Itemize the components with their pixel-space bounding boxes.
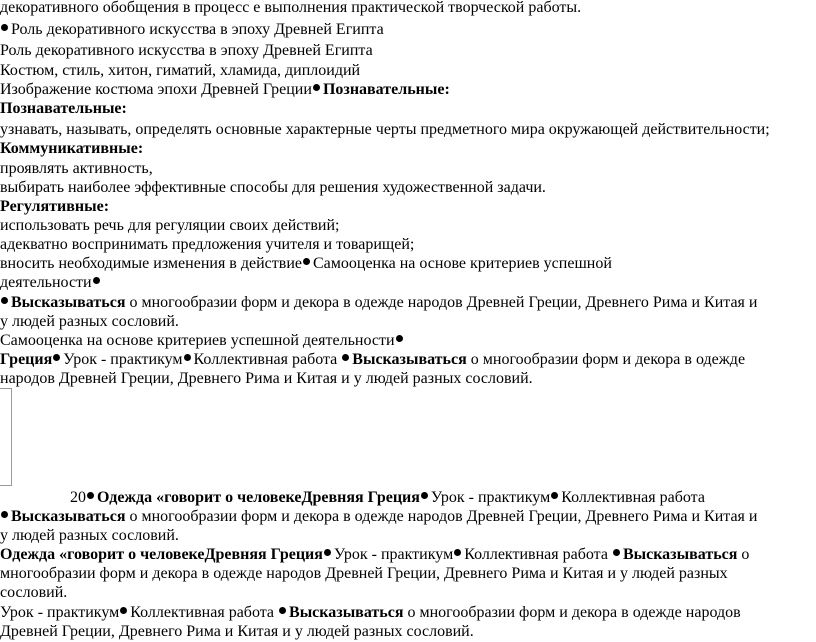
text-line: [0, 293, 757, 313]
text-line: [0, 622, 474, 642]
bullet-icon: [1, 511, 8, 518]
text: о многообразии форм и декора в одежде народов Древней Греции, Древнего Рима и Китая и: [129, 294, 758, 311]
text-line: [0, 159, 153, 179]
text: народов Древней Греции, Древнего Рима и Китая и у людей разных сословий.: [0, 370, 533, 387]
heading: Одежда «говорит о человекеДревняя Греция: [97, 489, 420, 506]
text: у людей разных сословий.: [0, 527, 179, 544]
heading: Высказываться: [11, 508, 126, 525]
text: о многообразии форм и декора в одежде: [470, 351, 746, 368]
heading: Высказываться: [289, 604, 404, 621]
text: Коллективная работа: [464, 546, 608, 563]
heading: Одежда «говорит о человекеДревняя Греция: [0, 546, 323, 563]
text: у людей разных сословий.: [0, 313, 179, 330]
text: Самооценка на основе критериев успешной деятельности: [0, 332, 395, 349]
text: Урок - практикум: [430, 489, 551, 506]
text-line: [0, 139, 143, 159]
text-line: [0, 120, 770, 140]
bullet-icon: [342, 354, 349, 361]
text: Урок - практикум: [333, 546, 454, 563]
text-line: [0, 369, 533, 389]
text-line: [0, 235, 414, 255]
text: вносить необходимые изменения в действие: [0, 255, 302, 272]
bullet-icon: [87, 492, 94, 499]
text-line: [0, 178, 546, 198]
bullet-icon: [1, 297, 8, 304]
text-line: [0, 0, 581, 18]
heading: Познавательные:: [322, 81, 450, 98]
text-line: [0, 216, 340, 236]
text-line: [0, 254, 612, 274]
text-line: [0, 80, 450, 100]
bullet-icon: [279, 607, 286, 614]
bullet-icon: [53, 354, 60, 361]
text: Урок - практикум: [63, 351, 183, 368]
heading: Познавательные:: [0, 100, 127, 117]
text: деятельности: [0, 274, 92, 291]
row-number: 20: [70, 489, 86, 506]
text-line: [0, 545, 749, 565]
heading: Коммуникативные:: [0, 140, 144, 157]
text-line: [0, 331, 406, 351]
bullet-icon: [613, 549, 620, 556]
text: многообразии форм и декора в одежде народов Древней Греции, Древнего Рима и Китая и у людей разных: [0, 565, 728, 582]
text-line: [0, 507, 757, 527]
text: Коллективная работа: [193, 351, 338, 368]
table-frame: [0, 388, 12, 486]
text: Коллективная работа: [561, 489, 705, 506]
text: адекватно воспринимать предложения учителя и товарищей;: [0, 236, 415, 253]
text: Урок - практикум: [0, 604, 120, 621]
bullet-icon: [421, 492, 428, 499]
bullet-icon: [93, 277, 100, 284]
text-line: [0, 197, 109, 217]
text: Самооценка на основе критериев успешной: [312, 255, 612, 272]
text: о: [741, 546, 750, 563]
text: декоративного обобщения в процесс е выполнения практической творческой работы.: [0, 0, 582, 16]
bullet-icon: [313, 84, 320, 91]
text-line: [0, 20, 384, 40]
text-line: [0, 273, 103, 293]
text: Роль декоративного искусства в эпоху Древней Египта: [11, 21, 384, 38]
bullet-icon: [396, 335, 403, 342]
text: о многообразии форм и декора в одежде народов: [407, 604, 741, 621]
text-line: [0, 526, 179, 546]
heading: Высказываться: [11, 294, 126, 311]
text-line: [70, 488, 705, 508]
text: узнавать, называть, определять основные характерные черты предметного мира окружающей действительности;: [0, 121, 770, 138]
bullet-icon: [120, 607, 127, 614]
text-line: [0, 350, 745, 370]
text-line: [0, 583, 67, 603]
text-line: [0, 99, 127, 119]
bullet-icon: [454, 549, 461, 556]
text: Коллективная работа: [130, 604, 275, 621]
text: Костюм, стиль, хитон, гиматий, хламида, диплоидий: [0, 62, 361, 79]
heading: Греция: [0, 351, 53, 368]
heading: Высказываться: [622, 546, 738, 563]
text-line: [0, 312, 179, 332]
bullet-icon: [303, 258, 310, 265]
text: сословий.: [0, 584, 68, 601]
heading: Регулятивные:: [0, 198, 110, 215]
bullet-icon: [184, 354, 191, 361]
text: Древней Греции, Древнего Рима и Китая и у людей разных сословий.: [0, 623, 474, 640]
bullet-icon: [551, 492, 558, 499]
bullet-icon: [324, 549, 331, 556]
text: Роль декоративного искусства в эпоху Древней Египта: [0, 42, 373, 59]
text-line: [0, 564, 728, 584]
text: проявлять активность,: [0, 160, 153, 177]
text-line: [0, 41, 373, 61]
heading: Высказываться: [352, 351, 467, 368]
text: выбирать наиболее эффективные способы для решения художественной задачи.: [0, 179, 546, 196]
text-line: [0, 61, 360, 81]
text: Изображение костюма эпохи Древней Греции: [0, 81, 312, 98]
text: использовать речь для регуляции своих действий;: [0, 217, 340, 234]
text: о многообразии форм и декора в одежде народов Древней Греции, Древнего Рима и Китая и: [129, 508, 758, 525]
text-line: [0, 603, 741, 623]
bullet-icon: [1, 24, 8, 31]
